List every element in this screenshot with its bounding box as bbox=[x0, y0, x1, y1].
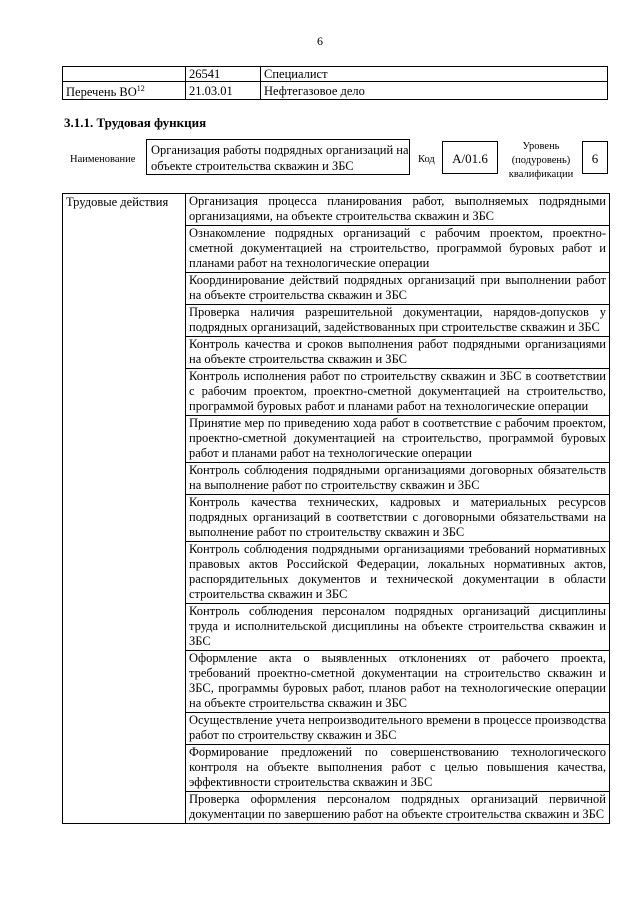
row-code: 26541 bbox=[186, 67, 261, 82]
action-item: Проверка оформления персоналом подрядных организаций первичной документации по завершению работ на объекте строительства скважин и ЗБС bbox=[186, 792, 610, 824]
actions-header: Трудовые действия bbox=[63, 194, 186, 824]
action-item: Контроль исполнения работ по строительству скважин и ЗБС в соответствии с рабочим проектом, проектно-сметной документацией на строительство, программой буровых работ и планами работ на технологические операции bbox=[186, 369, 610, 416]
qualification-table bbox=[62, 66, 608, 100]
level-label-line: (подуровень) bbox=[511, 155, 571, 166]
footnote-ref: 12 bbox=[136, 84, 145, 93]
table-row bbox=[63, 194, 610, 226]
action-item: Оформление акта о выявленных отклонениях от рабочего проекта, требований проектно-сметной документации на строительство скважин и ЗБС, программы буровых работ, планов работ на технологические операции на объекте строительства скважин и ЗБС bbox=[186, 651, 610, 713]
function-name: Организация работы подрядных организаций на объекте строительства скважин и ЗБС bbox=[146, 139, 410, 175]
action-item: Координирование действий подрядных организаций при выполнении работ на объекте строительства скважин и ЗБС bbox=[186, 273, 610, 305]
action-item: Контроль качества технических, кадровых и материальных ресурсов подрядных организаций в соответствии с договорными обязательствами на выполнение работ по строительству скважин и ЗБС bbox=[186, 495, 610, 542]
qualification-level: 6 bbox=[582, 141, 608, 174]
table-row bbox=[63, 82, 608, 100]
action-item: Ознакомление подрядных организаций с рабочим проектом, проектно-сметной документацией на строительство, программой буровых работ и планами работ на технологические операции bbox=[186, 226, 610, 273]
code-label: Код bbox=[418, 154, 435, 165]
action-item: Формирование предложений по совершенствованию технологического контроля на объекте выполнения работ с целью повышения качества, эффективности строительства скважин и ЗБС bbox=[186, 745, 610, 792]
row-label-text: Перечень ВО bbox=[66, 85, 137, 100]
row-title: Нефтегазовое дело bbox=[261, 82, 608, 100]
page-number: 6 bbox=[317, 34, 323, 48]
level-label-line: квалификации bbox=[508, 169, 574, 180]
row-label bbox=[63, 67, 186, 82]
name-label: Наименование bbox=[70, 154, 136, 165]
action-item: Контроль соблюдения подрядными организациями требований нормативных правовых актов Российской Федерации, локальных нормативных актов, распорядительных документов и технической документации в области строительства скважин и ЗБС bbox=[186, 542, 610, 604]
action-item: Контроль соблюдения персоналом подрядных организаций дисциплины труда и исполнительской дисциплины на объекте строительства скважин и ЗБС bbox=[186, 604, 610, 651]
table-row bbox=[63, 67, 608, 82]
row-label bbox=[63, 82, 186, 100]
section-title: 3.1.1. Трудовая функция bbox=[64, 115, 207, 130]
action-item: Организация процесса планирования работ, выполняемых подрядными организациями, на объекте строительства скважин и ЗБС bbox=[186, 194, 610, 226]
function-code: А/01.6 bbox=[442, 141, 498, 174]
labor-actions-table bbox=[62, 193, 610, 824]
action-item: Осуществление учета непроизводительного времени в процессе производства работ по строительству скважин и ЗБС bbox=[186, 713, 610, 745]
action-item: Принятие мер по приведению хода работ в соответствие с рабочим проектом, проектно-сметной документацией на строительство, программой буровых работ и планами работ на технологические операции bbox=[186, 416, 610, 463]
row-code: 21.03.01 bbox=[186, 82, 261, 100]
action-item: Контроль соблюдения подрядными организациями договорных обязательств на выполнение работ по строительству скважин и ЗБС bbox=[186, 463, 610, 495]
row-title: Специалист bbox=[261, 67, 608, 82]
level-label-line: Уровень bbox=[522, 141, 560, 152]
level-label bbox=[505, 140, 577, 182]
action-item: Проверка наличия разрешительной документации, нарядов-допусков у подрядных организаций, задействованных при строительстве скважин и ЗБС bbox=[186, 305, 610, 337]
action-item: Контроль качества и сроков выполнения работ подрядными организациями на объекте строительства скважин и ЗБС bbox=[186, 337, 610, 369]
